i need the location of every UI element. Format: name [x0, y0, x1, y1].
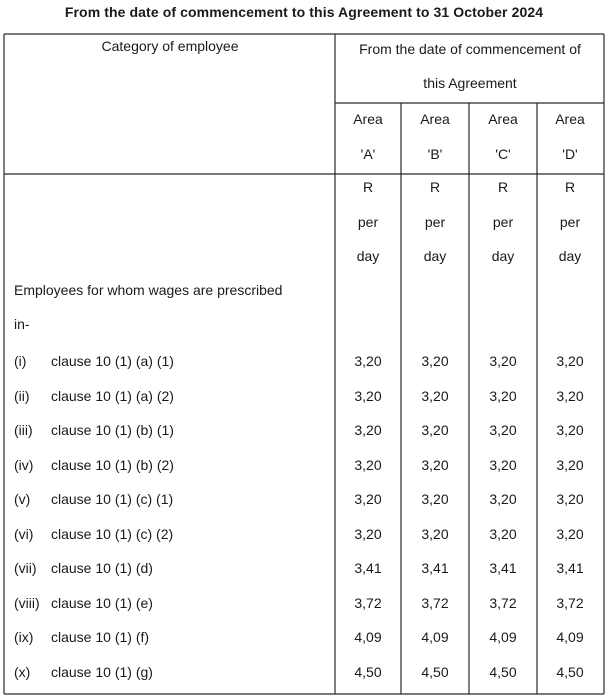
- wage-area-b: 3,20: [421, 457, 449, 473]
- wage-area-a: 3,20: [354, 491, 382, 507]
- wage-area-b: 4,09: [421, 629, 449, 645]
- row-number: (x): [14, 664, 31, 680]
- wage-area-a: 3,20: [354, 526, 382, 542]
- wage-area-b: 3,20: [421, 422, 449, 438]
- wage-area-b: 3,20: [421, 353, 449, 369]
- wage-area-d: 3,20: [556, 422, 584, 438]
- area-d-word: Area: [555, 111, 585, 127]
- area-b-letter: 'B': [427, 146, 443, 162]
- area-c-letter: 'C': [495, 146, 511, 162]
- unit-day-area-d: day: [558, 248, 582, 264]
- unit-day-area-a: day: [356, 248, 380, 264]
- unit-currency-area-b: R: [429, 179, 441, 195]
- wage-area-d: 3,20: [556, 353, 584, 369]
- row-clause: clause 10 (1) (a) (2): [51, 388, 174, 404]
- wage-area-c: 3,20: [489, 491, 517, 507]
- unit-currency-area-a: R: [362, 179, 374, 195]
- row-number: (vii): [14, 560, 37, 576]
- area-a-word: Area: [353, 111, 383, 127]
- row-number: (ix): [14, 629, 34, 645]
- unit-per-area-d: per: [559, 214, 581, 230]
- wage-area-d: 3,41: [556, 560, 584, 576]
- wage-area-a: 3,20: [354, 457, 382, 473]
- wage-area-a: 3,20: [354, 388, 382, 404]
- wage-area-b: 3,20: [421, 388, 449, 404]
- page-title: From the date of commencement to this Agreement to 31 October 2024: [64, 4, 544, 20]
- unit-per-area-a: per: [357, 214, 379, 230]
- unit-currency-area-d: R: [564, 179, 576, 195]
- area-c-word: Area: [488, 111, 518, 127]
- unit-currency-area-c: R: [497, 179, 509, 195]
- period-header-line2: this Agreement: [423, 75, 517, 91]
- area-a-letter: 'A': [360, 146, 376, 162]
- category-header: Category of employee: [101, 38, 239, 54]
- area-d-letter: 'D': [562, 146, 578, 162]
- wage-area-c: 3,20: [489, 388, 517, 404]
- row-clause: clause 10 (1) (f): [51, 629, 150, 645]
- wage-area-c: 3,20: [489, 353, 517, 369]
- wage-area-b: 3,20: [421, 526, 449, 542]
- row-number: (viii): [14, 595, 40, 611]
- row-clause: clause 10 (1) (d): [51, 560, 153, 576]
- wage-area-d: 3,20: [556, 388, 584, 404]
- wage-area-c: 4,50: [489, 664, 517, 680]
- row-clause: clause 10 (1) (g): [51, 664, 153, 680]
- wage-area-b: 3,41: [421, 560, 449, 576]
- row-clause: clause 10 (1) (c) (1): [51, 491, 174, 507]
- wage-area-c: 3,41: [489, 560, 517, 576]
- wage-area-a: 3,20: [354, 422, 382, 438]
- wage-area-c: 3,72: [489, 595, 517, 611]
- row-number: (v): [14, 491, 31, 507]
- row-clause: clause 10 (1) (b) (2): [51, 457, 174, 473]
- row-number: (i): [14, 353, 27, 369]
- row-number: (vi): [14, 526, 34, 542]
- row-clause: clause 10 (1) (a) (1): [51, 353, 174, 369]
- wage-area-a: 4,50: [354, 664, 382, 680]
- row-number: (ii): [14, 388, 30, 404]
- wage-area-c: 3,20: [489, 457, 517, 473]
- wage-area-b: 3,20: [421, 491, 449, 507]
- wage-area-d: 4,50: [556, 664, 584, 680]
- unit-day-area-b: day: [423, 248, 447, 264]
- wage-area-a: 3,41: [354, 560, 382, 576]
- wage-area-a: 3,72: [354, 595, 382, 611]
- unit-per-area-c: per: [492, 214, 514, 230]
- wage-area-d: 3,20: [556, 526, 584, 542]
- wage-area-a: 3,20: [354, 353, 382, 369]
- wage-area-d: 3,20: [556, 491, 584, 507]
- wage-area-b: 4,50: [421, 664, 449, 680]
- unit-per-area-b: per: [424, 214, 446, 230]
- row-number: (iv): [14, 457, 34, 473]
- row-clause: clause 10 (1) (b) (1): [51, 422, 174, 438]
- wage-area-c: 4,09: [489, 629, 517, 645]
- intro-line2: in-: [14, 316, 30, 332]
- wage-area-d: 3,72: [556, 595, 584, 611]
- wage-area-c: 3,20: [489, 526, 517, 542]
- row-clause: clause 10 (1) (e): [51, 595, 153, 611]
- row-number: (iii): [14, 422, 33, 438]
- unit-day-area-c: day: [491, 248, 515, 264]
- period-header-line1: From the date of commencement of: [359, 41, 581, 57]
- wage-area-c: 3,20: [489, 422, 517, 438]
- row-clause: clause 10 (1) (c) (2): [51, 526, 174, 542]
- intro-line1: Employees for whom wages are prescribed: [14, 282, 283, 298]
- wage-area-a: 4,09: [354, 629, 382, 645]
- area-b-word: Area: [420, 111, 450, 127]
- wage-area-b: 3,72: [421, 595, 449, 611]
- wage-area-d: 3,20: [556, 457, 584, 473]
- wage-area-d: 4,09: [556, 629, 584, 645]
